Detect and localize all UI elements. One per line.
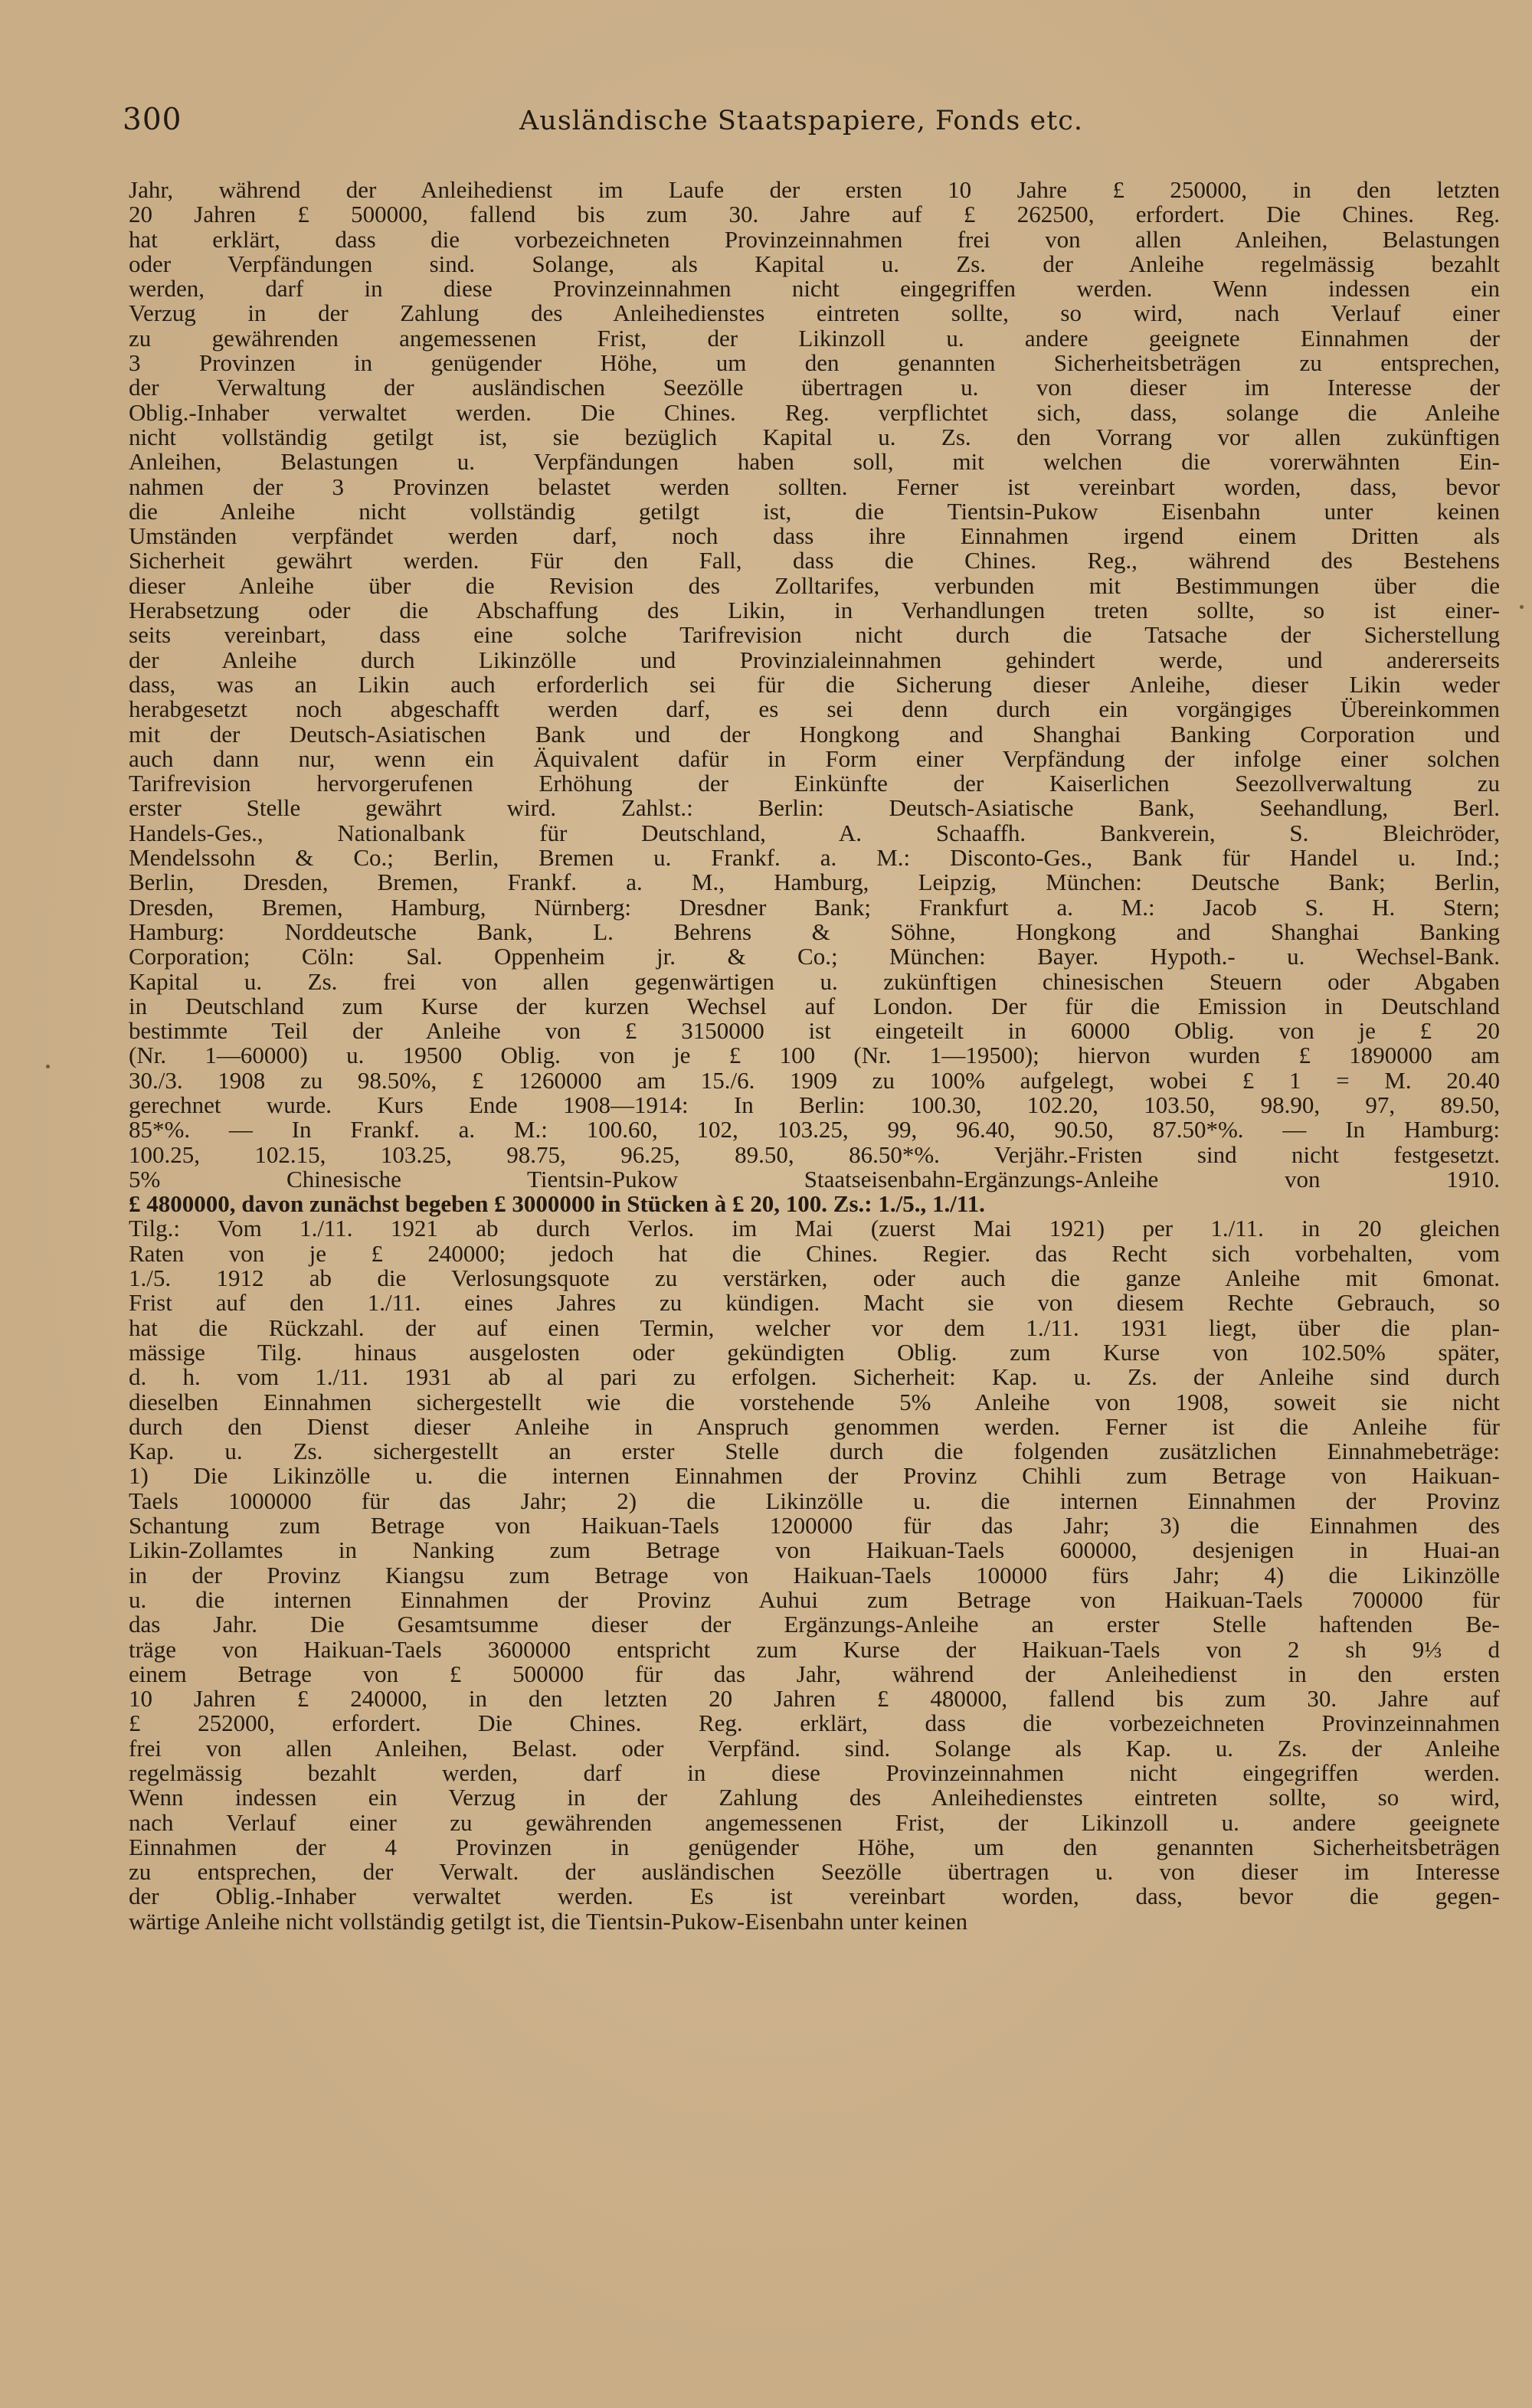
page-header bbox=[123, 100, 1486, 146]
text-line: gerechnet wurde. Kurs Ende 1908—1914: In Berlin: 100.30, 102.20, 103.50, 98.90, 97, 89.50, bbox=[129, 1091, 1500, 1118]
text-line: d. h. vom 1./11. 1931 ab al pari zu erfolgen. Sicherheit: Kap. u. Zs. der Anleihe sind durch bbox=[129, 1363, 1500, 1391]
text-line: herabgesetzt noch abgeschafft werden darf, es sei denn durch ein vorgängiges Übereinkommen bbox=[129, 695, 1500, 723]
text-line: Einnahmen der 4 Provinzen in genügender Höhe, um den genannten Sicherheitsbeträgen bbox=[129, 1833, 1500, 1860]
text-line: Anleihen, Belastungen u. Verpfändungen haben soll, mit welchen die vorerwähnten Ein- bbox=[129, 448, 1500, 476]
text-line: Herabsetzung oder die Abschaffung des Likin, in Verhandlungen treten sollte, so ist einer- bbox=[129, 597, 1500, 624]
text-line: Handels-Ges., Nationalbank für Deutschland, A. Schaaffh. Bankverein, S. Bleichröder, bbox=[129, 819, 1500, 846]
text-line: mit der Deutsch-Asiatischen Bank und der Hongkong and Shanghai Banking Corporation und bbox=[129, 720, 1500, 748]
text-line: in der Provinz Kiangsu zum Betrage von Haikuan-Taels 100000 fürs Jahr; 4) die Likinzölle bbox=[129, 1561, 1500, 1588]
text-line: Tarifrevision hervorgerufenen Erhöhung der Einkünfte der Kaiserlichen Seezollverwaltung zu bbox=[129, 770, 1500, 797]
text-line: Kapital u. Zs. frei von allen gegenwärtigen u. zukünftigen chinesischen Steuern oder Abgaben bbox=[129, 967, 1500, 995]
text-line: nicht vollständig getilgt ist, sie bezüglich Kapital u. Zs. den Vorrang vor allen zukünftigen bbox=[129, 423, 1500, 450]
text-line: Mendelssohn & Co.; Berlin, Bremen u. Frankf. a. M.: Disconto-Ges., Bank für Handel u. Ind.; bbox=[129, 844, 1500, 872]
text-line: träge von Haikuan-Taels 3600000 entspricht zum Kurse der Haikuan-Taels von 2 sh 9⅓ d bbox=[129, 1635, 1500, 1663]
text-line: 100.25, 102.15, 103.25, 98.75, 96.25, 89.50, 86.50*%. Verjähr.-Fristen sind nicht festgesetzt. bbox=[129, 1140, 1500, 1168]
text-line: der Oblig.-Inhaber verwaltet werden. Es ist vereinbart worden, dass, bevor die gegen- bbox=[129, 1883, 1500, 1910]
text-line: seits vereinbart, dass eine solche Tarifrevision nicht durch die Tatsache der Sicherstellung bbox=[129, 621, 1500, 649]
text-line: 20 Jahren £ 500000, fallend bis zum 30. Jahre auf £ 262500, erfordert. Die Chines. Reg. bbox=[129, 201, 1500, 228]
text-line: Frist auf den 1./11. eines Jahres zu kündigen. Macht sie von diesem Rechte Gebrauch, so bbox=[129, 1289, 1500, 1317]
text-line: Dresden, Bremen, Hamburg, Nürnberg: Dresdner Bank; Frankfurt a. M.: Jacob S. H. Stern; bbox=[129, 893, 1500, 921]
text-line: zu gewährenden angemessenen Frist, der Likinzoll u. andere geeignete Einnahmen der bbox=[129, 324, 1500, 352]
text-line: das Jahr. Die Gesamtsumme dieser der Ergänzungs-Anleihe an erster Stelle haftenden Be- bbox=[129, 1611, 1500, 1638]
text-line: durch den Dienst dieser Anleihe in Anspruch genommen werden. Ferner ist die Anleihe für bbox=[129, 1412, 1500, 1440]
text-line: Oblig.-Inhaber verwaltet werden. Die Chines. Reg. verpflichtet sich, dass, solange die Anleihe bbox=[129, 398, 1500, 426]
text-line: Raten von je £ 240000; jedoch hat die Chines. Regier. das Recht sich vorbehalten, vom bbox=[129, 1239, 1500, 1267]
text-line: regelmässig bezahlt werden, darf in diese Provinzeinnahmen nicht eingegriffen werden. bbox=[129, 1759, 1500, 1786]
text-line: Jahr, während der Anleihedienst im Laufe der ersten 10 Jahre £ 250000, in den letzten bbox=[129, 176, 1500, 203]
text-line: auch dann nur, wenn ein Äquivalent dafür in Form einer Verpfändung der infolge einer solchen bbox=[129, 744, 1500, 772]
text-line: (Nr. 1—60000) u. 19500 Oblig. von je £ 100 (Nr. 1—19500); hiervon wurden £ 1890000 am bbox=[129, 1042, 1500, 1069]
running-title: Ausländische Staatspapiere, Fonds etc. bbox=[519, 106, 1083, 136]
text-line: 1) Die Likinzölle u. die internen Einnahmen der Provinz Chihli zum Betrage von Haikuan- bbox=[129, 1462, 1500, 1490]
text-line: Wenn indessen ein Verzug in der Zahlung des Anleihedienstes eintreten sollte, so wird, bbox=[129, 1784, 1500, 1811]
text-line: wärtige Anleihe nicht vollständig getilgt ist, die Tientsin-Pukow-Eisenbahn unter keinen bbox=[129, 1907, 968, 1935]
text-line: die Anleihe nicht vollständig getilgt ist, die Tientsin-Pukow Eisenbahn unter keinen bbox=[129, 497, 1500, 525]
text-line: 3 Provinzen in genügender Höhe, um den genannten Sicherheitsbeträgen zu entsprechen, bbox=[129, 349, 1500, 377]
text-line: £ 252000, erfordert. Die Chines. Reg. erklärt, dass die vorbezeichneten Provinzeinnahmen bbox=[129, 1709, 1500, 1737]
text-line: Berlin, Dresden, Bremen, Frankf. a. M., Hamburg, Leipzig, München: Deutsche Bank; Berlin, bbox=[129, 869, 1500, 896]
text-line: der Anleihe durch Likinzölle und Provinzialeinnahmen gehindert werde, und andererseits bbox=[129, 646, 1500, 673]
text-line: u. die internen Einnahmen der Provinz Auhui zum Betrage von Haikuan-Taels 700000 für bbox=[129, 1585, 1500, 1613]
text-line: 10 Jahren £ 240000, in den letzten 20 Jahren £ 480000, fallend bis zum 30. Jahre auf bbox=[129, 1685, 1500, 1713]
text-line: 5% Chinesische Tientsin-Pukow Staatseisenbahn-Ergänzungs-Anleihe von 1910. bbox=[129, 1165, 1500, 1193]
text-line: nahmen der 3 Provinzen belastet werden sollten. Ferner ist vereinbart worden, dass, bevor bbox=[129, 473, 1500, 500]
text-line: Likin-Zollamtes in Nanking zum Betrage von Haikuan-Taels 600000, desjenigen in Huai-an bbox=[129, 1536, 1500, 1564]
text-line: 85*%. — In Frankf. a. M.: 100.60, 102, 103.25, 99, 96.40, 90.50, 87.50*%. — In Hamburg: bbox=[129, 1116, 1500, 1143]
text-line: in Deutschland zum Kurse der kurzen Wechsel auf London. Der für die Emission in Deutschland bbox=[129, 992, 1500, 1019]
text-line: mässige Tilg. hinaus ausgelosten oder gekündigten Oblig. zum Kurse von 102.50% später, bbox=[129, 1338, 1500, 1366]
text-line: Corporation; Cöln: Sal. Oppenheim jr. & Co.; München: Bayer. Hypoth.- u. Wechsel-Bank. bbox=[129, 943, 1500, 970]
text-line: Schantung zum Betrage von Haikuan-Taels 1200000 für das Jahr; 3) die Einnahmen des bbox=[129, 1512, 1500, 1539]
text-line: werden, darf in diese Provinzeinnahmen nicht eingegriffen werden. Wenn indessen ein bbox=[129, 275, 1500, 303]
text-line: 30./3. 1908 zu 98.50%, £ 1260000 am 15./6. 1909 zu 100% aufgelegt, wobei £ 1 = M. 20.40 bbox=[129, 1066, 1500, 1094]
text-line: Hamburg: Norddeutsche Bank, L. Behrens & Söhne, Hongkong and Shanghai Banking bbox=[129, 918, 1500, 945]
section-heading: £ 4800000, davon zunächst begeben £ 3000000 in Stücken à £ 20, 100. Zs.: 1./5., 1./11. bbox=[129, 1190, 985, 1218]
text-line: nach Verlauf einer zu gewährenden angemessenen Frist, der Likinzoll u. andere geeignete bbox=[129, 1808, 1500, 1836]
text-line: erster Stelle gewährt wird. Zahlst.: Berlin: Deutsch-Asiatische Bank, Seehandlung, Berl. bbox=[129, 794, 1500, 822]
text-line: Taels 1000000 für das Jahr; 2) die Likinzölle u. die internen Einnahmen der Provinz bbox=[129, 1487, 1500, 1514]
text-line: 1./5. 1912 ab die Verlosungsquote zu verstärken, oder auch die ganze Anleihe mit 6monat. bbox=[129, 1265, 1500, 1292]
text-line: zu entsprechen, der Verwalt. der ausländischen Seezölle übertragen u. von dieser im Interesse bbox=[129, 1858, 1500, 1886]
text-line: hat erklärt, dass die vorbezeichneten Provinzeinnahmen frei von allen Anleihen, Belastungen bbox=[129, 225, 1500, 253]
text-line: Verzug in der Zahlung des Anleihedienstes eintreten sollte, so wird, nach Verlauf einer bbox=[129, 299, 1500, 327]
scan-speck bbox=[46, 1065, 50, 1068]
text-line: der Verwaltung der ausländischen Seezölle übertragen u. von dieser im Interesse der bbox=[129, 374, 1500, 401]
scan-speck bbox=[1520, 605, 1524, 609]
text-line: Kap. u. Zs. sichergestellt an erster Stelle durch die folgenden zusätzlichen Einnahmebeträge: bbox=[129, 1438, 1500, 1465]
text-line: oder Verpfändungen sind. Solange, als Kapital u. Zs. der Anleihe regelmässig bezahlt bbox=[129, 250, 1500, 277]
text-line: dass, was an Likin auch erforderlich sei für die Sicherung dieser Anleihe, dieser Likin weder bbox=[129, 670, 1500, 698]
text-line: Umständen verpfändet werden darf, noch dass ihre Einnahmen irgend einem Dritten als bbox=[129, 522, 1500, 550]
text-line: hat die Rückzahl. der auf einen Termin, welcher vor dem 1./11. 1931 liegt, über die plan- bbox=[129, 1314, 1500, 1341]
text-line: dieselben Einnahmen sichergestellt wie die vorstehende 5% Anleihe von 1908, soweit sie nicht bbox=[129, 1388, 1500, 1415]
text-line: dieser Anleihe über die Revision des Zolltarifes, verbunden mit Bestimmungen über die bbox=[129, 571, 1500, 599]
text-line: frei von allen Anleihen, Belast. oder Verpfänd. sind. Solange als Kap. u. Zs. der Anleihe bbox=[129, 1734, 1500, 1762]
text-line: einem Betrage von £ 500000 für das Jahr, während der Anleihedienst in den ersten bbox=[129, 1660, 1500, 1687]
page-number: 300 bbox=[123, 103, 182, 137]
body-text bbox=[129, 178, 1500, 1934]
text-line: Sicherheit gewährt werden. Für den Fall, dass die Chines. Reg., während des Bestehens bbox=[129, 547, 1500, 574]
text-line: bestimmte Teil der Anleihe von £ 3150000 ist eingeteilt in 60000 Oblig. von je £ 20 bbox=[129, 1017, 1500, 1045]
text-line: Tilg.: Vom 1./11. 1921 ab durch Verlos. im Mai (zuerst Mai 1921) per 1./11. in 20 gleichen bbox=[129, 1215, 1500, 1242]
